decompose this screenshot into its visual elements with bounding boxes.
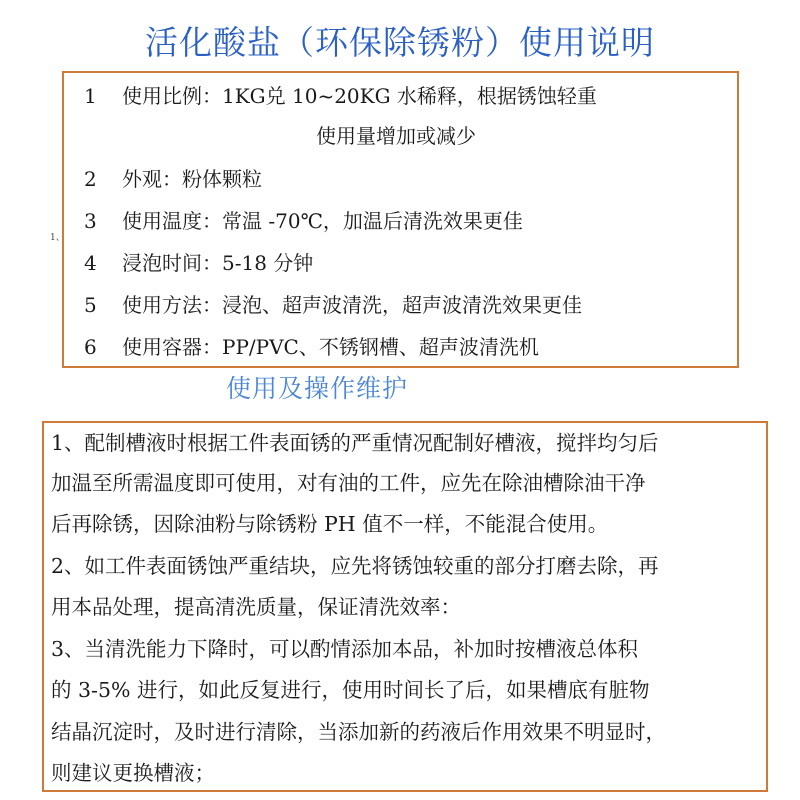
maintenance-line: 1、配制槽液时根据工件表面锈的严重情况配制好槽液，搅拌均匀后: [51, 431, 659, 455]
spec-text: 使用方法：浸泡、超声波清洗，超声波清洗效果更佳: [122, 293, 582, 317]
spec-item-4: [84, 248, 313, 278]
maintenance-line: 用本品处理，提高清洗质量，保证清洗效率：: [51, 595, 461, 619]
spec-text: 使用容器：PP/PVC、不锈钢槽、超声波清洗机: [122, 335, 539, 359]
maintenance-line: 结晶沉淀时，及时进行清除，当添加新的药液后作用效果不明显时，: [51, 720, 666, 744]
maintenance-line: 的 3-5% 进行，如此反复进行，使用时间长了后，如果槽底有脏物: [51, 678, 650, 702]
spec-number: 4: [84, 251, 97, 275]
spec-item-5: [84, 290, 582, 320]
maintenance-line: 3、当清洗能力下降时，可以酌情添加本品，补加时按槽液总体积: [51, 637, 639, 661]
spec-number: 5: [84, 293, 97, 317]
spec-item-1-continuation: 使用量增加或减少: [316, 124, 476, 148]
maintenance-line: 后再除锈，因除油粉与除锈粉 PH 值不一样，不能混合使用。: [51, 512, 609, 536]
maintenance-line: 加温至所需温度即可使用，对有油的工件，应先在除油槽除油干净: [51, 471, 646, 495]
stray-mark: 1、: [50, 233, 65, 243]
maintenance-line: 则建议更换槽液；: [51, 761, 215, 785]
spec-box: [62, 71, 739, 368]
spec-item-1: [84, 81, 597, 111]
spec-item-6: [84, 332, 539, 362]
spec-item-3: [84, 206, 523, 236]
maintenance-line: 2、如工件表面锈蚀严重结块，应先将锈蚀较重的部分打磨去除，再: [51, 554, 659, 578]
spec-text: 使用温度：常温 -70℃，加温后清洗效果更佳: [122, 209, 523, 233]
spec-number: 2: [84, 167, 97, 191]
spec-text: 浸泡时间：5-18 分钟: [122, 251, 314, 275]
spec-item-2: [84, 164, 262, 194]
spec-number: 1: [84, 84, 97, 108]
spec-number: 3: [84, 209, 97, 233]
section-subtitle: 使用及操作维护: [226, 374, 409, 403]
spec-number: 6: [84, 335, 97, 359]
maintenance-box: [42, 421, 768, 792]
page-title: 活化酸盐（环保除锈粉）使用说明: [145, 23, 655, 62]
spec-text: 使用比例：1KG兑 10~20KG 水稀释，根据锈蚀轻重: [122, 84, 597, 108]
spec-text: 外观：粉体颗粒: [122, 167, 262, 191]
